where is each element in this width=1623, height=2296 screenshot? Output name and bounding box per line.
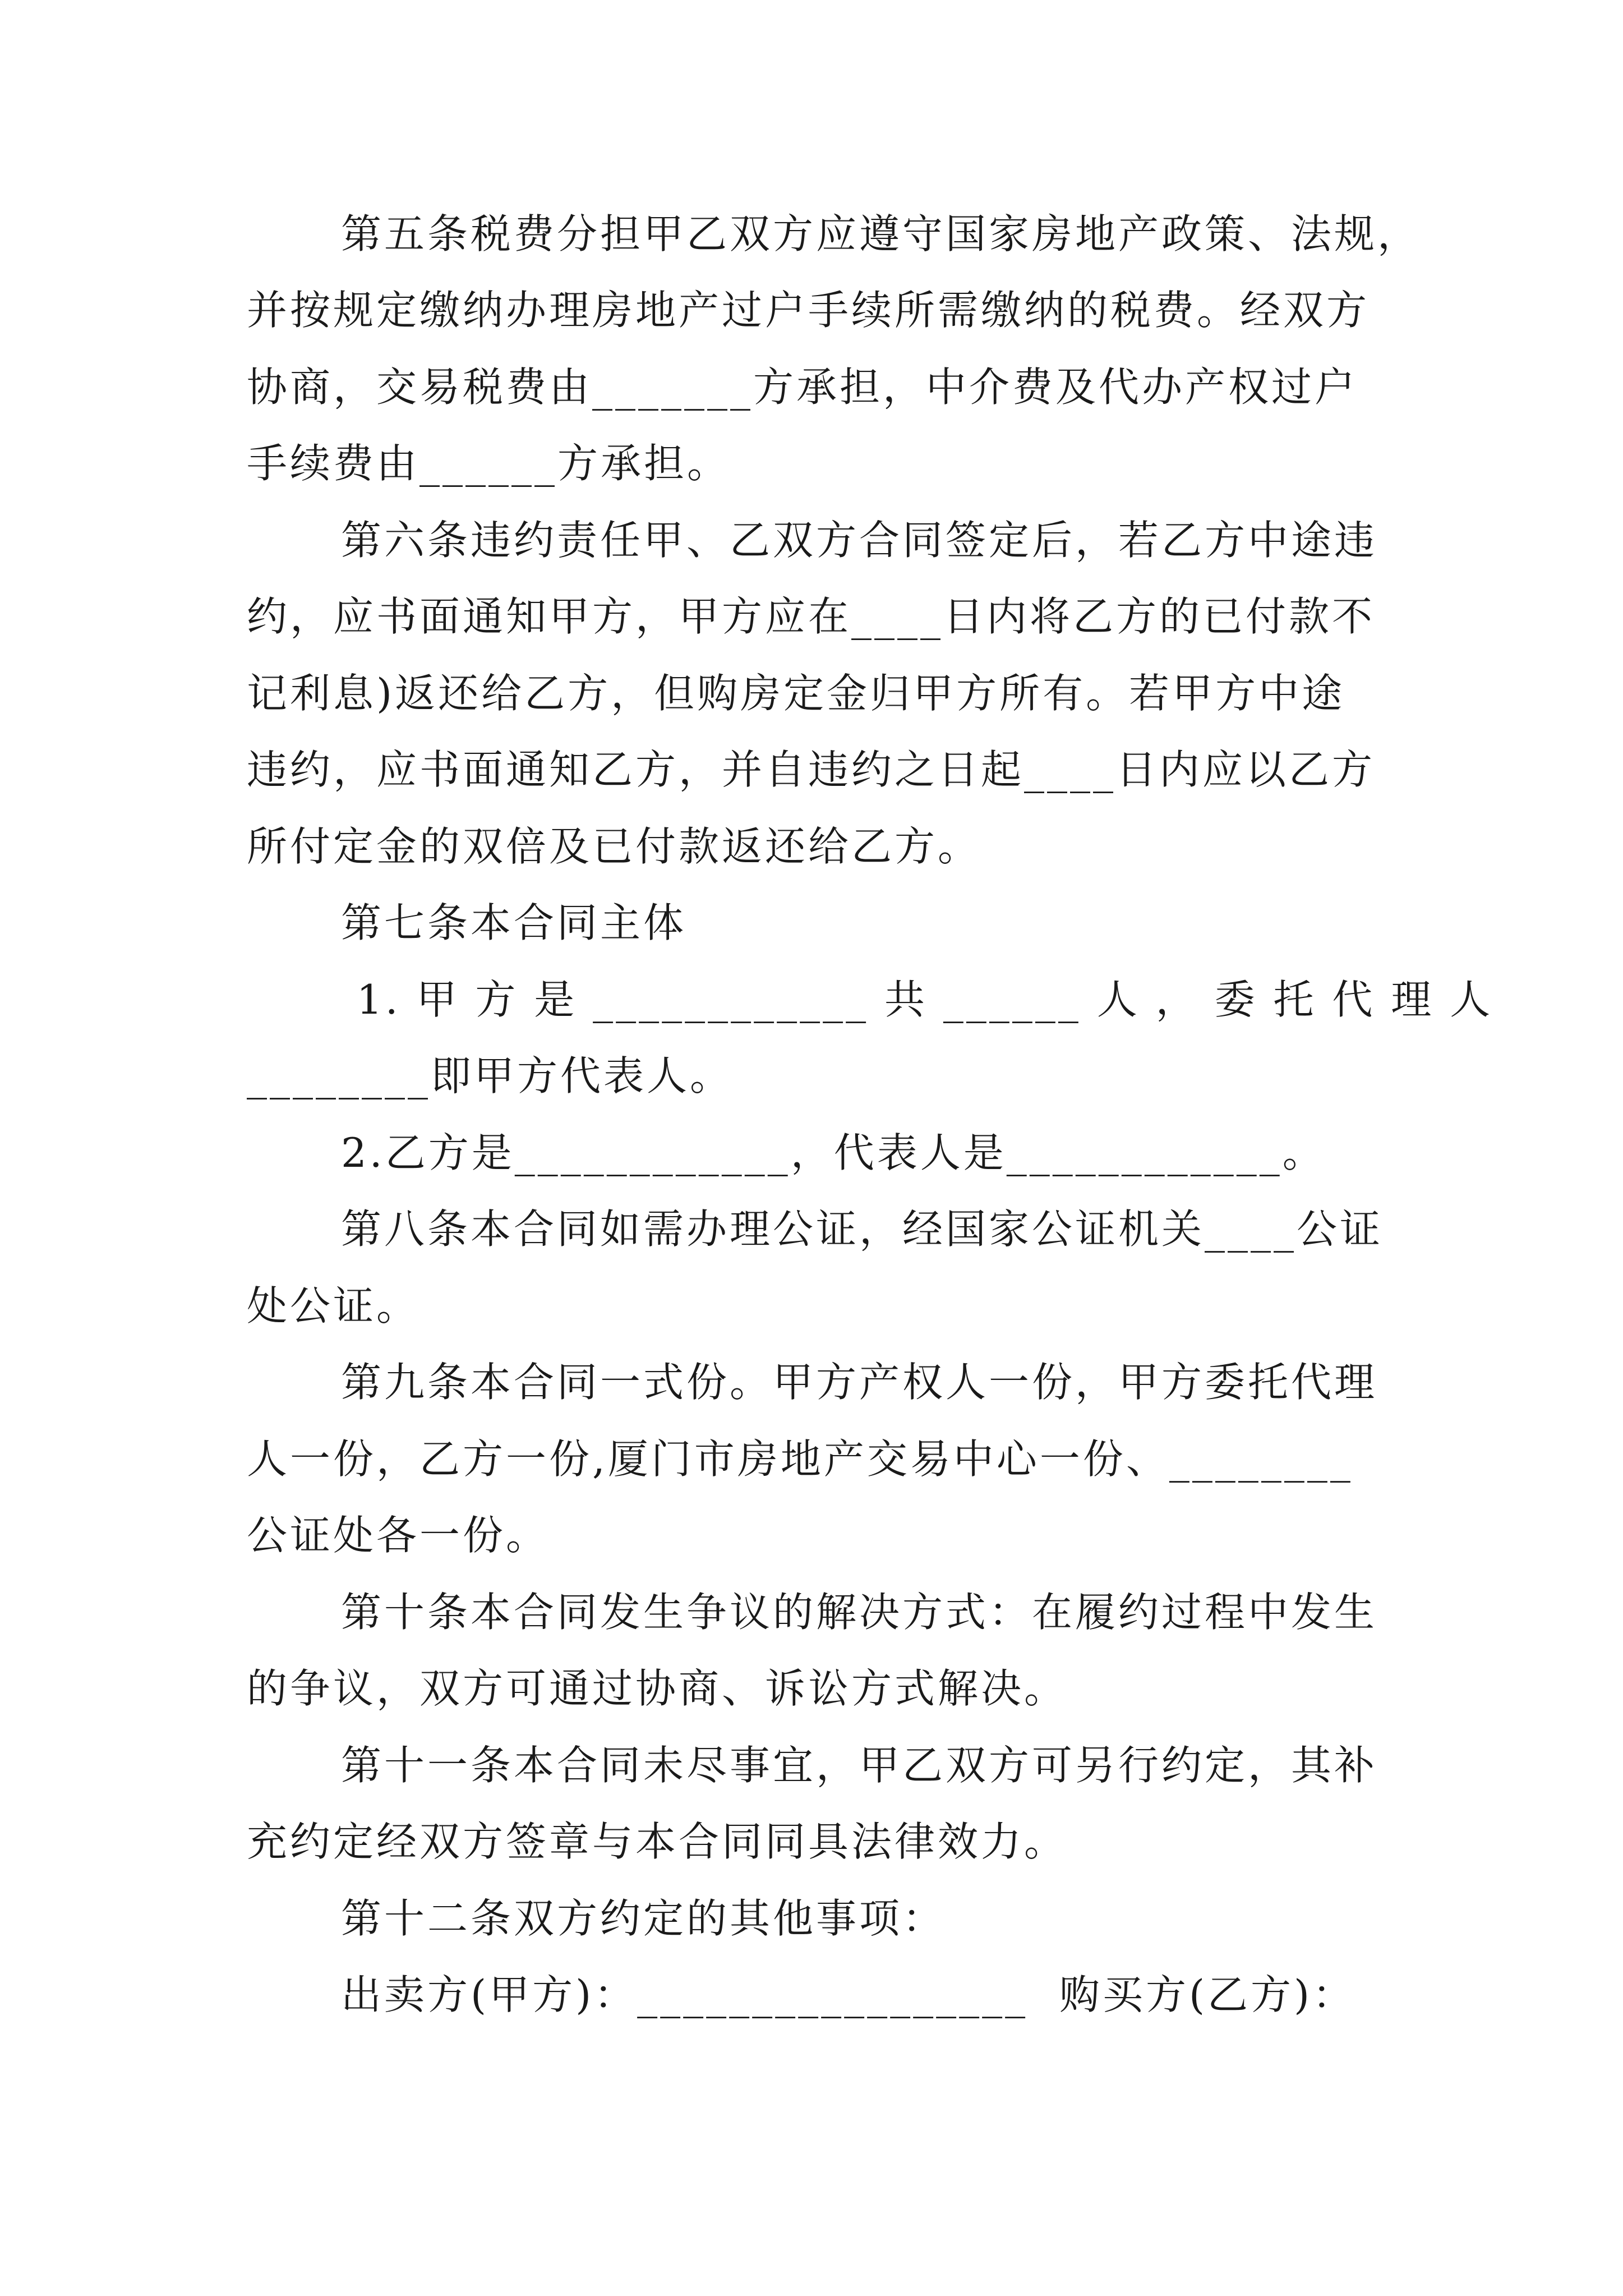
article-7-heading: 第七条本合同主体 — [341, 899, 687, 946]
article-5-line-3: 协商，交易税费由_______方承担，中介费及代办产权过户 — [247, 364, 1358, 411]
article-11-line-2: 充约定经双方签章与本合同同具法律效力。 — [247, 1818, 1068, 1865]
article-6-line-1: 第六条违约责任甲、乙双方合同签定后，若乙方中途违 — [341, 517, 1378, 564]
article-10-line-2: 的争议，双方可通过协商、诉讼方式解决。 — [247, 1665, 1068, 1712]
article-7-party-a-line-2: ________即甲方代表人。 — [247, 1052, 734, 1099]
article-10-line-1: 第十条本合同发生争议的解决方式：在履约过程中发生 — [341, 1589, 1378, 1636]
article-6-line-2: 约，应书面通知甲方，甲方应在____日内将乙方的已付款不 — [247, 593, 1376, 640]
article-6-line-4: 违约，应书面通知乙方，并自违约之日起____日内应以乙方 — [247, 746, 1376, 793]
article-5-line-2: 并按规定缴纳办理房地产过户手续所需缴纳的税费。经双方 — [247, 287, 1370, 334]
signature-line: 出卖方(甲方)：_________________ 购买方(乙方)： — [341, 1971, 1356, 2018]
article-9-line-2: 人一份，乙方一份,厦门市房地产交易中心一份、________ — [247, 1435, 1353, 1483]
article-7-party-a-line-1: 1. 甲 方 是 ____________ 共 ______ 人 ， 委 托 代 理 人 — [341, 976, 1493, 1023]
article-8-line-2: 处公证。 — [247, 1282, 420, 1329]
article-8-line-1: 第八条本合同如需办理公证，经国家公证机关____公证 — [341, 1205, 1384, 1253]
article-12-heading: 第十二条双方约定的其他事项： — [341, 1895, 946, 1942]
article-5-line-4: 手续费由______方承担。 — [247, 440, 731, 487]
article-6-line-3: 记利息)返还给乙方，但购房定金归甲方所有。若甲方中途 — [247, 670, 1345, 717]
article-11-line-1: 第十一条本合同未尽事宜，甲乙双方可另行约定，其补 — [341, 1742, 1378, 1789]
article-7-party-b: 2.乙方是____________，代表人是____________。 — [341, 1129, 1326, 1176]
article-5-line-1: 第五条税费分担甲乙双方应遵守国家房地产政策、法规， — [341, 210, 1421, 257]
article-9-line-1: 第九条本合同一式份。甲方产权人一份，甲方委托代理 — [341, 1359, 1378, 1406]
article-9-line-3: 公证处各一份。 — [247, 1512, 550, 1559]
article-6-line-5: 所付定金的双倍及已付款返还给乙方。 — [247, 823, 981, 870]
